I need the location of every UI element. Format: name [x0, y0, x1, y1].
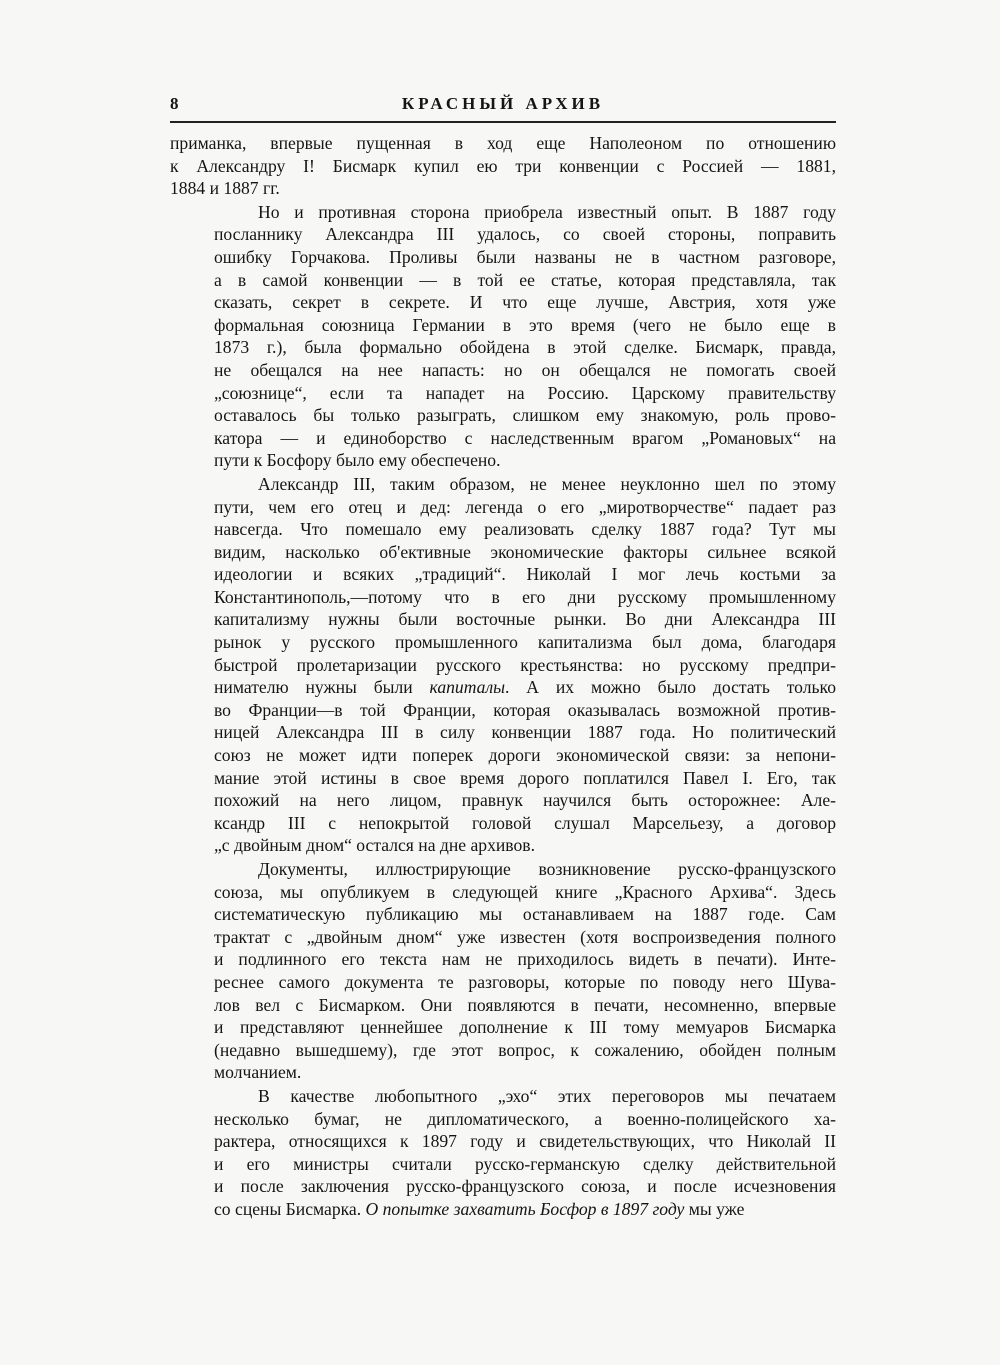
text-line: рактера, относящихся к 1897 году и свидетельствующих, что Николай II	[214, 1131, 836, 1152]
page-number: 8	[170, 94, 179, 113]
text-line: идеологии и всяких „традиций“. Николай I мог лечь костьми за	[214, 564, 836, 585]
paragraph	[170, 858, 836, 1084]
text-line: пути, чем его отец и дед: легенда о его „миротворчестве“ падает раз	[214, 496, 836, 517]
text-line: к Александру I! Бисмарк купил ею три конвенции с Россией — 1881,	[170, 155, 836, 176]
text-line: посланнику Александра III удалось, со своей стороны, поправить	[214, 224, 836, 245]
text-line: союз не может идти поперек дороги экономической связи: за непони-	[214, 745, 836, 766]
text-line: не обещался на нее напасть: но он обещался не помогать своей	[214, 359, 836, 380]
paragraph	[170, 132, 836, 200]
text-line: мание этой истины в свое время дорого поплатился Павел I. Его, так	[214, 767, 836, 788]
text-line: Константинополь,—потому что в его дни русскому промышленному	[214, 586, 836, 607]
text-line: реснее самого документа те разговоры, которые по поводу него Шува-	[214, 971, 836, 992]
text-line: сказать, секрет в секрете. И что еще лучше, Австрия, хотя уже	[214, 292, 836, 313]
text-line: В качестве любопытного „эхо“ этих переговоров мы печатаем	[258, 1085, 836, 1106]
text-line: ксандр III с непокрытой головой слушал Марсельезу, а договор	[214, 812, 836, 833]
text-line: трактат с „двойным дном“ уже известен (хотя воспроизведения полного	[214, 926, 836, 947]
text-line: несколько бумаг, не дипломатического, а военно-полицейского ха-	[214, 1108, 836, 1129]
text-line: систематическую публикацию мы останавливаем на 1887 годе. Сам	[214, 904, 836, 925]
header-rule	[170, 121, 836, 123]
text-line: и представляют ценнейшее дополнение к III тому мемуаров Бисмарка	[214, 1017, 836, 1038]
text-line: во Франции—в той Франции, которая оказывалась возможной против-	[214, 699, 836, 720]
italic-phrase: капиталы	[429, 677, 506, 698]
text-line: (недавно вышедшему), где этот вопрос, к сожалению, обойден полным	[214, 1039, 836, 1060]
text-line: 1873 г.), была формально обойдена в этой сделке. Бисмарк, правда,	[214, 337, 836, 358]
text-line: быстрой пролетаризации русского крестьянства: но русскому предпри-	[214, 654, 836, 675]
page-header	[170, 94, 836, 120]
text-line: рынок у русского промышленного капитализма был дома, благодаря	[214, 632, 836, 653]
text-line: „с двойным дном“ остался на дне архивов.	[214, 835, 536, 856]
text-line: формальная союзница Германии в это время (чего не было еще в	[214, 314, 836, 335]
text-line: и его министры считали русско-германскую сделку действительной	[214, 1153, 836, 1174]
text-line: „союзнице“, если та нападет на Россию. Царскому правительству	[214, 382, 836, 403]
text-line: видим, насколько об'ективные экономические факторы сильнее всякой	[214, 541, 836, 562]
text-line: ницей Александра III в силу конвенции 1887 года. Но политический	[214, 722, 836, 743]
text-line: Александр III, таким образом, не менее неуклонно шел по этому	[258, 473, 836, 494]
body-text	[170, 132, 836, 1221]
paragraph	[170, 1085, 836, 1221]
paragraph	[170, 473, 836, 857]
text-line: навсегда. Что помешало ему реализовать сделку 1887 года? Тут мы	[214, 519, 836, 540]
text-line: а в самой конвенции — в той ее статье, которая представляла, так	[214, 269, 836, 290]
text-line: приманка, впервые пущенная в ход еще Наполеоном по отношению	[170, 133, 836, 153]
text-line: и подлинного его текста нам не приходилось видеть в печати). Инте-	[214, 949, 836, 970]
text-line: ошибку Горчакова. Проливы были названы не в частном разговоре,	[214, 246, 836, 267]
text-line: лов вел с Бисмарком. Они появляются в печати, несомненно, впервые	[214, 994, 836, 1015]
text-line: оставалось бы только разыграть, слишком ему знакомую, роль прово-	[214, 405, 836, 426]
text-line: 1884 и 1887 гг.	[170, 178, 280, 199]
text-line: Но и противная сторона приобрела известный опыт. В 1887 году	[258, 201, 836, 222]
text-line: капитализму нужны были восточные рынки. Во дни Александра III	[214, 609, 836, 630]
text-line: и после заключения русско-французского союза, и после исчезновения	[214, 1176, 836, 1197]
text-line: молчанием.	[214, 1062, 302, 1083]
text-line: со сцены Бисмарка. О попытке захватить Босфор в 1897 году мы уже	[214, 1198, 745, 1219]
paragraph	[170, 201, 836, 472]
text-line: Документы, иллюстрирующие возникновение русско-французского	[258, 859, 836, 879]
text-line: пути к Босфору было ему обеспечено.	[214, 450, 501, 471]
italic-phrase: О попытке захватить Босфор в 1897 году	[365, 1198, 685, 1219]
text-line: катора — и единоборство с наследственным врагом „Романовых“ на	[214, 427, 836, 448]
running-title: КРАСНЫЙ АРХИВ	[401, 94, 605, 113]
text-line: союза, мы опубликуем в следующей книге „Красного Архива“. Здесь	[214, 881, 836, 902]
text-line: нимателю нужны были капиталы. А их можно было достать только	[214, 677, 836, 698]
text-line: похожий на него лицом, правнук научился быть осторожнее: Але-	[214, 790, 836, 811]
